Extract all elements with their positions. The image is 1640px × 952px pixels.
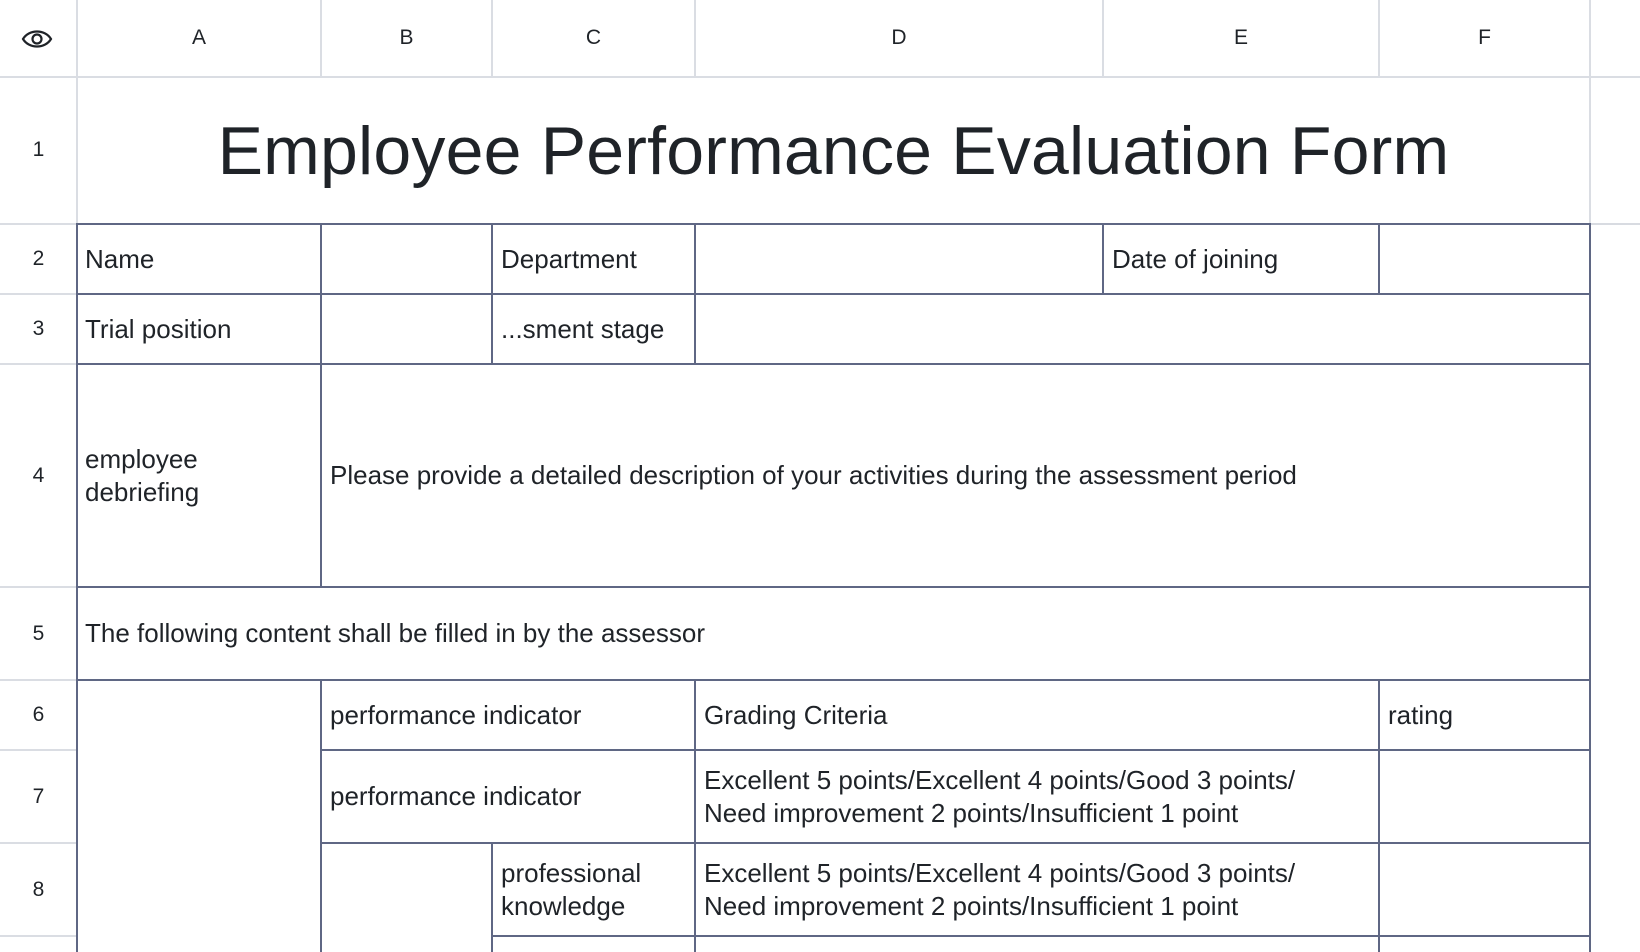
row-header-8[interactable]: 8: [0, 843, 77, 936]
border-v-bc-r8: [491, 842, 493, 952]
border-h-row2-top: [76, 223, 1591, 225]
row1-right-gridline: [1590, 223, 1640, 225]
border-v-ab-r6-8: [320, 679, 322, 952]
column-divider-bc: [491, 0, 493, 76]
eye-icon[interactable]: [20, 24, 54, 54]
employee-debriefing-label[interactable]: employee debriefing: [85, 444, 200, 507]
department-label[interactable]: Department: [501, 243, 637, 274]
border-v-ab-r2-4: [320, 223, 322, 588]
rating-cell-row8[interactable]: [1380, 844, 1589, 935]
name-label[interactable]: Name: [85, 243, 155, 274]
column-divider-cd: [694, 0, 696, 76]
row-divider-8: [0, 935, 77, 937]
row-header-7[interactable]: 7: [0, 750, 77, 843]
date-of-joining-value-cell[interactable]: [1380, 225, 1589, 293]
debriefing-description-cell[interactable]: Please provide a detailed description of your activities during the assessment period: [330, 460, 1297, 491]
border-v-ef-r2: [1378, 223, 1380, 295]
column-header-e[interactable]: E: [1103, 0, 1379, 76]
border-h-row3-top: [76, 293, 1591, 295]
border-v-right: [1589, 223, 1591, 952]
border-h-row7-top: [320, 749, 1591, 751]
row-divider-2: [0, 293, 77, 295]
border-v-bc-r2-3: [491, 223, 493, 365]
border-v-left: [76, 223, 78, 952]
trial-position-value-cell[interactable]: [322, 295, 491, 363]
column-header-f[interactable]: F: [1379, 0, 1590, 76]
border-v-cd-r2-3: [694, 223, 696, 365]
column-header-c[interactable]: C: [492, 0, 695, 76]
column-header-b[interactable]: B: [321, 0, 492, 76]
border-v-de-r2: [1102, 223, 1104, 295]
grading-criteria-cell-row7[interactable]: Excellent 5 points/Excellent 4 points/Good 3 points/ Need improvement 2 points/Insufficient 1 point: [704, 765, 1296, 828]
assessor-merged-cell[interactable]: [77, 681, 321, 952]
border-h-row5-top: [76, 586, 1591, 588]
assessor-note[interactable]: The following content shall be filled in by the assessor: [85, 618, 706, 649]
assessment-stage-label[interactable]: ...sment stage: [501, 313, 665, 344]
border-v-ef-r6-8: [1378, 679, 1380, 952]
border-h-row9-top: [491, 935, 1591, 937]
border-h-row6-top: [76, 679, 1591, 681]
date-of-joining-label[interactable]: Date of joining: [1112, 243, 1279, 274]
row-divider-3: [0, 363, 77, 365]
row-header-2[interactable]: 2: [0, 224, 77, 294]
column-header-a[interactable]: A: [77, 0, 321, 76]
border-h-row8-top: [320, 842, 1591, 844]
border-h-row4-top: [76, 363, 1591, 365]
performance-indicator-cell[interactable]: performance indicator: [330, 781, 582, 812]
column-divider-ab: [320, 0, 322, 76]
trial-position-label[interactable]: Trial position: [85, 313, 232, 344]
column-divider-de: [1102, 0, 1104, 76]
row-header-5[interactable]: 5: [0, 587, 77, 680]
professional-knowledge-cell[interactable]: professional knowledge: [501, 858, 642, 921]
row-divider-7: [0, 842, 77, 844]
column-divider-ef: [1378, 0, 1380, 76]
row-divider-5: [0, 679, 77, 681]
performance-indicator-header[interactable]: performance indicator: [330, 699, 582, 730]
row-header-6[interactable]: 6: [0, 680, 77, 750]
row-divider-1: [0, 223, 77, 225]
grading-criteria-header[interactable]: Grading Criteria: [704, 699, 888, 730]
rating-header[interactable]: rating: [1388, 699, 1454, 730]
grading-criteria-cell-row8[interactable]: Excellent 5 points/Excellent 4 points/Good 3 points/ Need improvement 2 points/Insufficient 1 point: [704, 858, 1296, 921]
rating-cell-row7[interactable]: [1380, 751, 1589, 842]
row-header-3[interactable]: 3: [0, 294, 77, 364]
column-header-d[interactable]: D: [695, 0, 1103, 76]
row-header-1[interactable]: 1: [0, 76, 77, 224]
row-header-4[interactable]: 4: [0, 364, 77, 587]
border-v-cd-r6-8: [694, 679, 696, 952]
form-title[interactable]: Employee Performance Evaluation Form: [217, 112, 1450, 189]
name-value-cell[interactable]: [322, 225, 491, 293]
assessment-stage-value-cell[interactable]: [696, 295, 1589, 363]
department-value-cell[interactable]: [696, 225, 1102, 293]
row-divider-6: [0, 749, 77, 751]
row-divider-4: [0, 586, 77, 588]
indicator-category-cell-row8[interactable]: [322, 844, 491, 935]
